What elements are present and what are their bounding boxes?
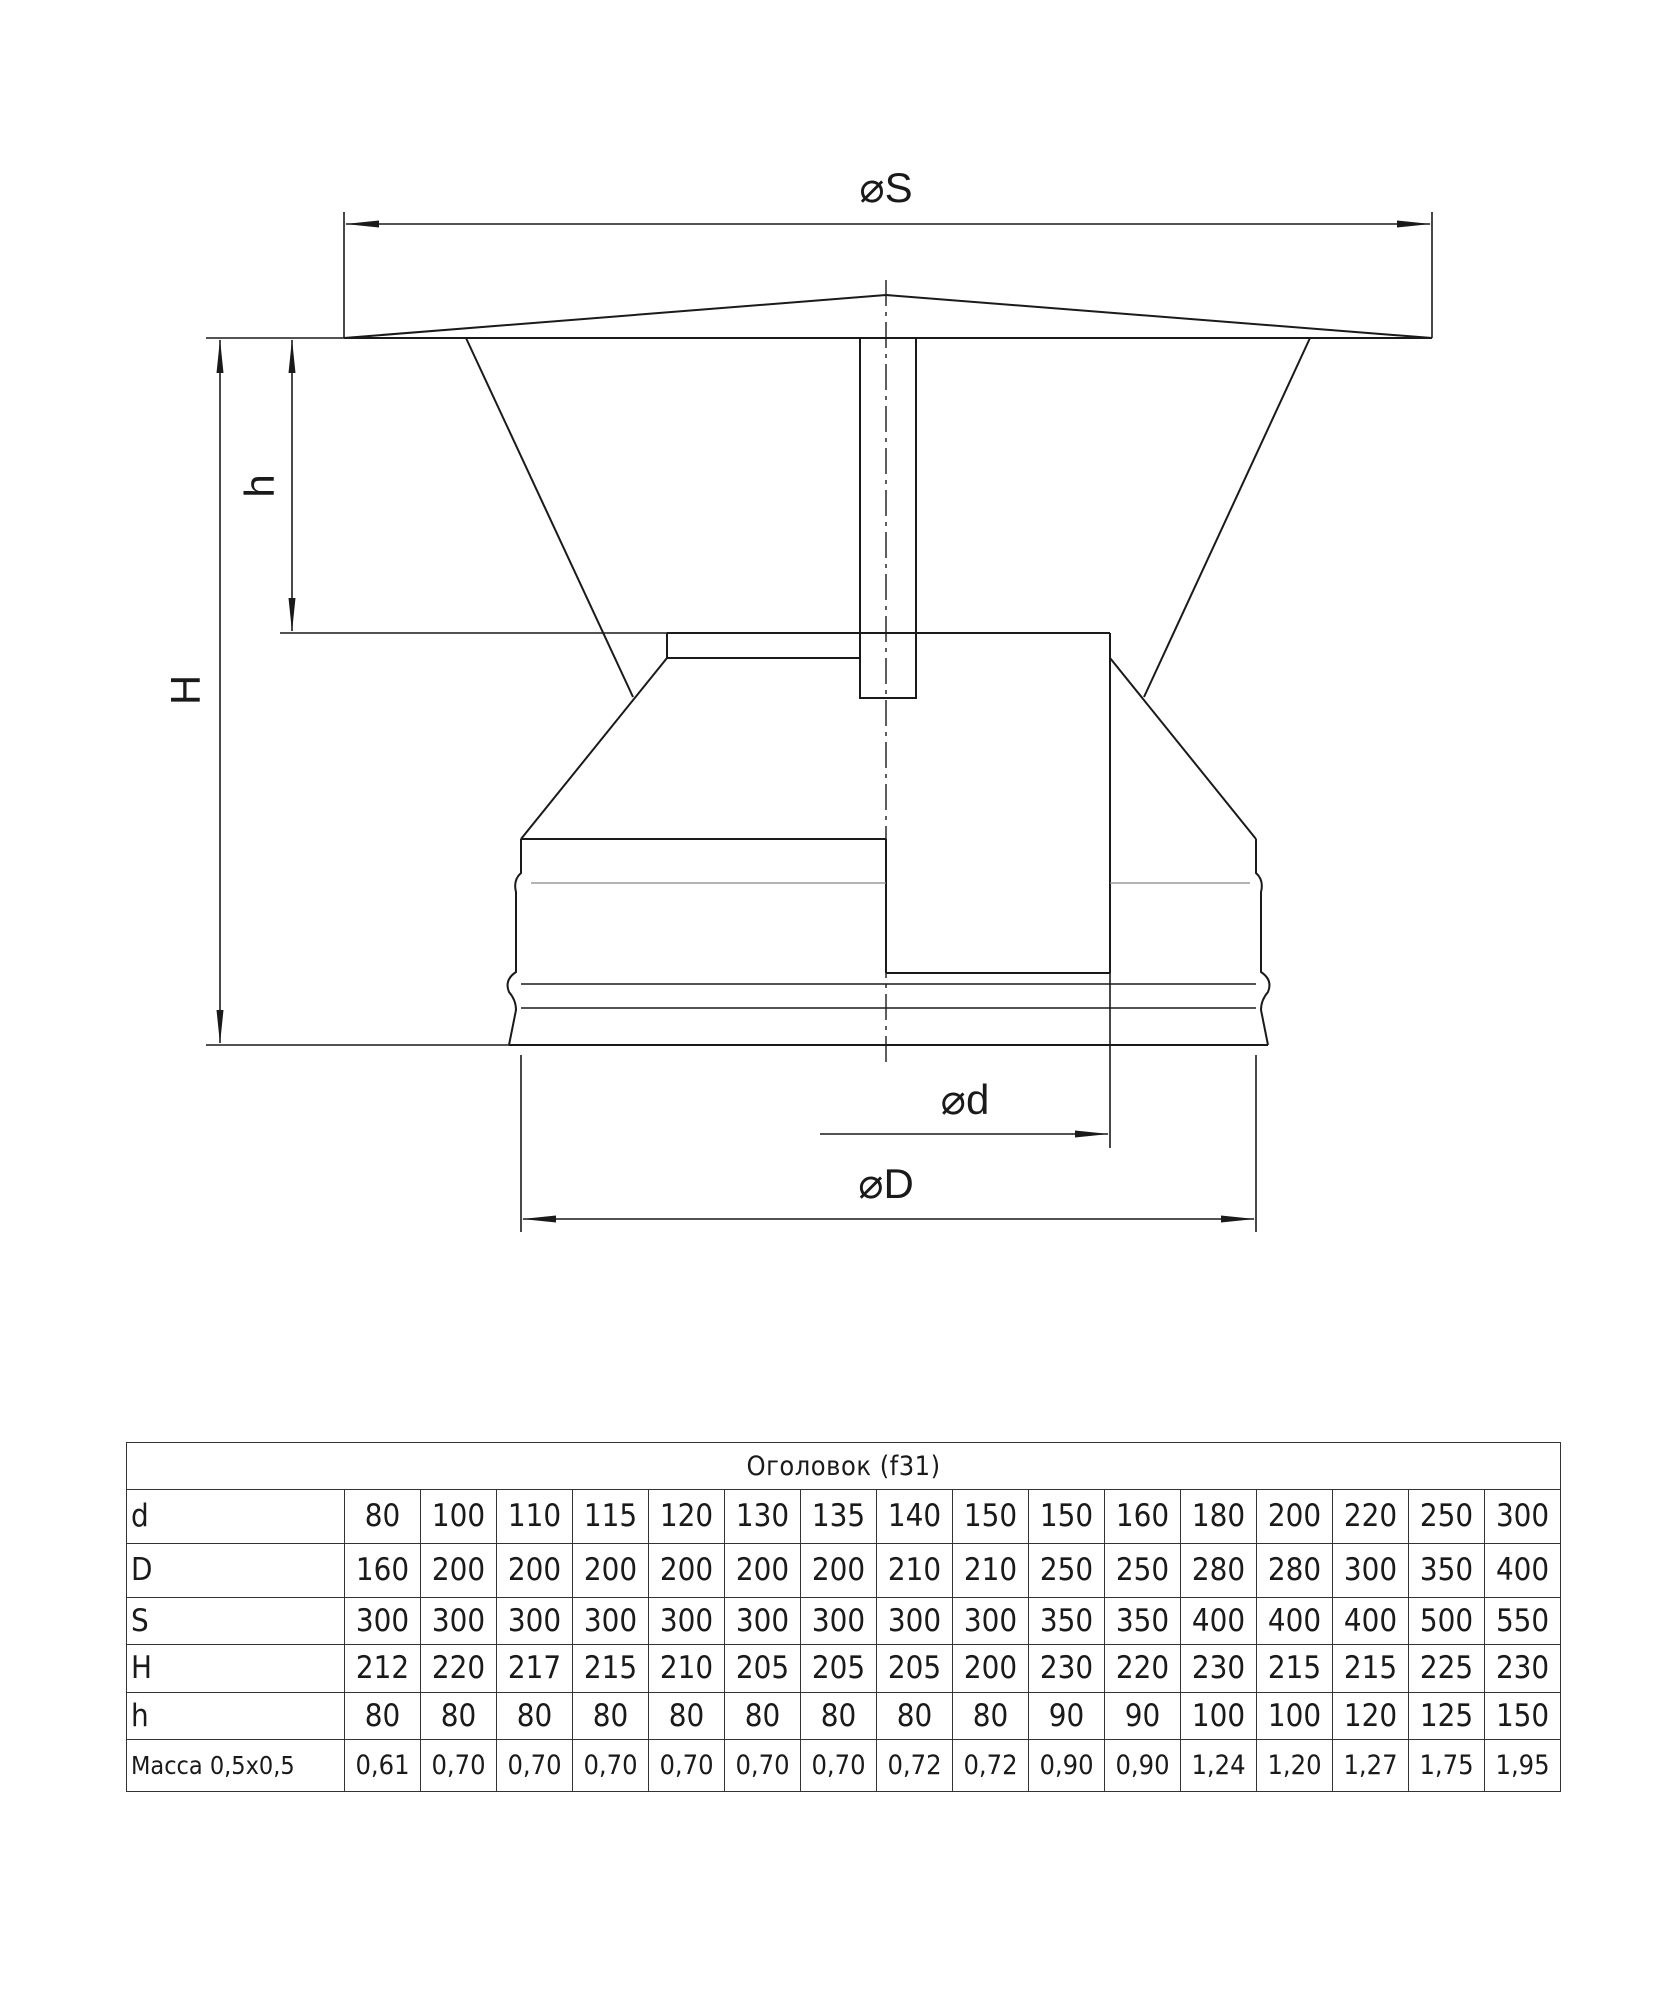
table-cell: 350 [1105,1597,1181,1645]
row-label: d [127,1490,345,1544]
table-body [127,1490,1561,1792]
row-label: H [127,1645,345,1693]
table-cell: 150 [1029,1490,1105,1544]
table-cell: 230 [1485,1645,1561,1693]
table-cell: 300 [497,1597,573,1645]
table-row [127,1543,1561,1597]
table-cell: 0,70 [725,1740,801,1792]
table-cell: 80 [649,1692,725,1740]
table-cell: 0,72 [953,1740,1029,1792]
table-row [127,1692,1561,1740]
table-cell: 0,61 [345,1740,421,1792]
table-row [127,1740,1561,1792]
table-cell: 300 [1333,1543,1409,1597]
table-cell: 1,20 [1257,1740,1333,1792]
table-cell: 90 [1105,1692,1181,1740]
table-cell: 210 [649,1645,725,1693]
table-cell: 90 [1029,1692,1105,1740]
table-cell: 80 [421,1692,497,1740]
central-post [860,338,916,698]
table-cell: 400 [1257,1597,1333,1645]
table-cell: 205 [725,1645,801,1693]
table-cell: 100 [1181,1692,1257,1740]
table-cell: 80 [345,1490,421,1544]
table-cell: 215 [1257,1645,1333,1693]
table-cell: 300 [725,1597,801,1645]
table-cell: 300 [345,1597,421,1645]
table-cell: 80 [573,1692,649,1740]
table-cell: 400 [1485,1543,1561,1597]
table-cell: 212 [345,1645,421,1693]
table-cell: 400 [1333,1597,1409,1645]
table-cell: 200 [421,1543,497,1597]
table-cell: 80 [953,1692,1029,1740]
dimension-S-label: ⌀S [859,164,913,211]
spec-table [126,1442,1561,1792]
table-cell: 0,70 [801,1740,877,1792]
row-label: S [127,1597,345,1645]
table-cell: 300 [1485,1490,1561,1544]
dimension-D-label: ⌀D [858,1160,914,1207]
table-cell: 0,72 [877,1740,953,1792]
table-cell: 100 [1257,1692,1333,1740]
dimension-d [820,973,1110,1148]
table-cell: 1,24 [1181,1740,1257,1792]
table-cell: 200 [497,1543,573,1597]
dimension-S [344,164,1432,338]
table-cell: 220 [1333,1490,1409,1544]
table-cell: 115 [573,1490,649,1544]
table-cell: 1,27 [1333,1740,1409,1792]
table-cell: 0,70 [649,1740,725,1792]
table-cell: 160 [1105,1490,1181,1544]
row-label: D [127,1543,345,1597]
table-cell: 205 [877,1645,953,1693]
table-cell: 0,90 [1029,1740,1105,1792]
table-cell: 500 [1409,1597,1485,1645]
cap-struts [466,338,1310,697]
table-row [127,1645,1561,1693]
table-cell: 0,70 [497,1740,573,1792]
table-cell: 280 [1181,1543,1257,1597]
table-cell: 210 [877,1543,953,1597]
table-cell: 300 [649,1597,725,1645]
table-cell: 80 [877,1692,953,1740]
table-cell: 200 [573,1543,649,1597]
table-cell: 200 [801,1543,877,1597]
table-cell: 250 [1409,1490,1485,1544]
table-cell: 215 [573,1645,649,1693]
table-cell: 225 [1409,1645,1485,1693]
table-cell: 210 [953,1543,1029,1597]
table-cell: 300 [877,1597,953,1645]
table-cell: 300 [953,1597,1029,1645]
table-cell: 180 [1181,1490,1257,1544]
table-cell: 400 [1181,1597,1257,1645]
table-cell: 120 [1333,1692,1409,1740]
dimension-D [521,1055,1256,1232]
dimension-H-label: H [162,674,209,706]
table-cell: 140 [877,1490,953,1544]
table-cell: 0,70 [573,1740,649,1792]
row-label: Масса 0,5x0,5 [127,1740,345,1792]
table-cell: 130 [725,1490,801,1544]
table-cell: 0,70 [421,1740,497,1792]
row-label: h [127,1692,345,1740]
table-cell: 80 [497,1692,573,1740]
dimension-d-label: ⌀d [940,1076,990,1123]
table-cell: 350 [1409,1543,1485,1597]
table-cell: 230 [1181,1645,1257,1693]
table-cell: 150 [1485,1692,1561,1740]
table-cell: 300 [801,1597,877,1645]
table-cell: 1,95 [1485,1740,1561,1792]
table-cell: 217 [497,1645,573,1693]
table-cell: 220 [421,1645,497,1693]
cap-roof [344,295,1432,338]
table-cell: 100 [421,1490,497,1544]
table-cell: 200 [725,1543,801,1597]
table-cell: 110 [497,1490,573,1544]
table-cell: 280 [1257,1543,1333,1597]
pipe-sleeve [508,839,1270,1045]
deflector-body [521,633,1256,973]
table-cell: 350 [1029,1597,1105,1645]
table-cell: 250 [1105,1543,1181,1597]
table-cell: 220 [1105,1645,1181,1693]
table-cell: 250 [1029,1543,1105,1597]
table-cell: 550 [1485,1597,1561,1645]
table-cell: 80 [725,1692,801,1740]
table-row [127,1490,1561,1544]
table-cell: 160 [345,1543,421,1597]
table-cell: 215 [1333,1645,1409,1693]
dimension-h [236,340,667,633]
table-cell: 150 [953,1490,1029,1544]
table-cell: 125 [1409,1692,1485,1740]
dimension-H [162,338,509,1045]
table-cell: 200 [953,1645,1029,1693]
table-cell: 200 [1257,1490,1333,1544]
table-cell: 300 [421,1597,497,1645]
table-cell: 1,75 [1409,1740,1485,1792]
table-cell: 230 [1029,1645,1105,1693]
table-cell: 80 [801,1692,877,1740]
table-cell: 300 [573,1597,649,1645]
table-cell: 80 [345,1692,421,1740]
table-row [127,1597,1561,1645]
table-cell: 0,90 [1105,1740,1181,1792]
table-cell: 120 [649,1490,725,1544]
table-cell: 205 [801,1645,877,1693]
table-cell: 135 [801,1490,877,1544]
table-caption: Оголовок (f31) [127,1443,1561,1490]
dimension-h-label: h [236,474,283,498]
table-cell: 200 [649,1543,725,1597]
